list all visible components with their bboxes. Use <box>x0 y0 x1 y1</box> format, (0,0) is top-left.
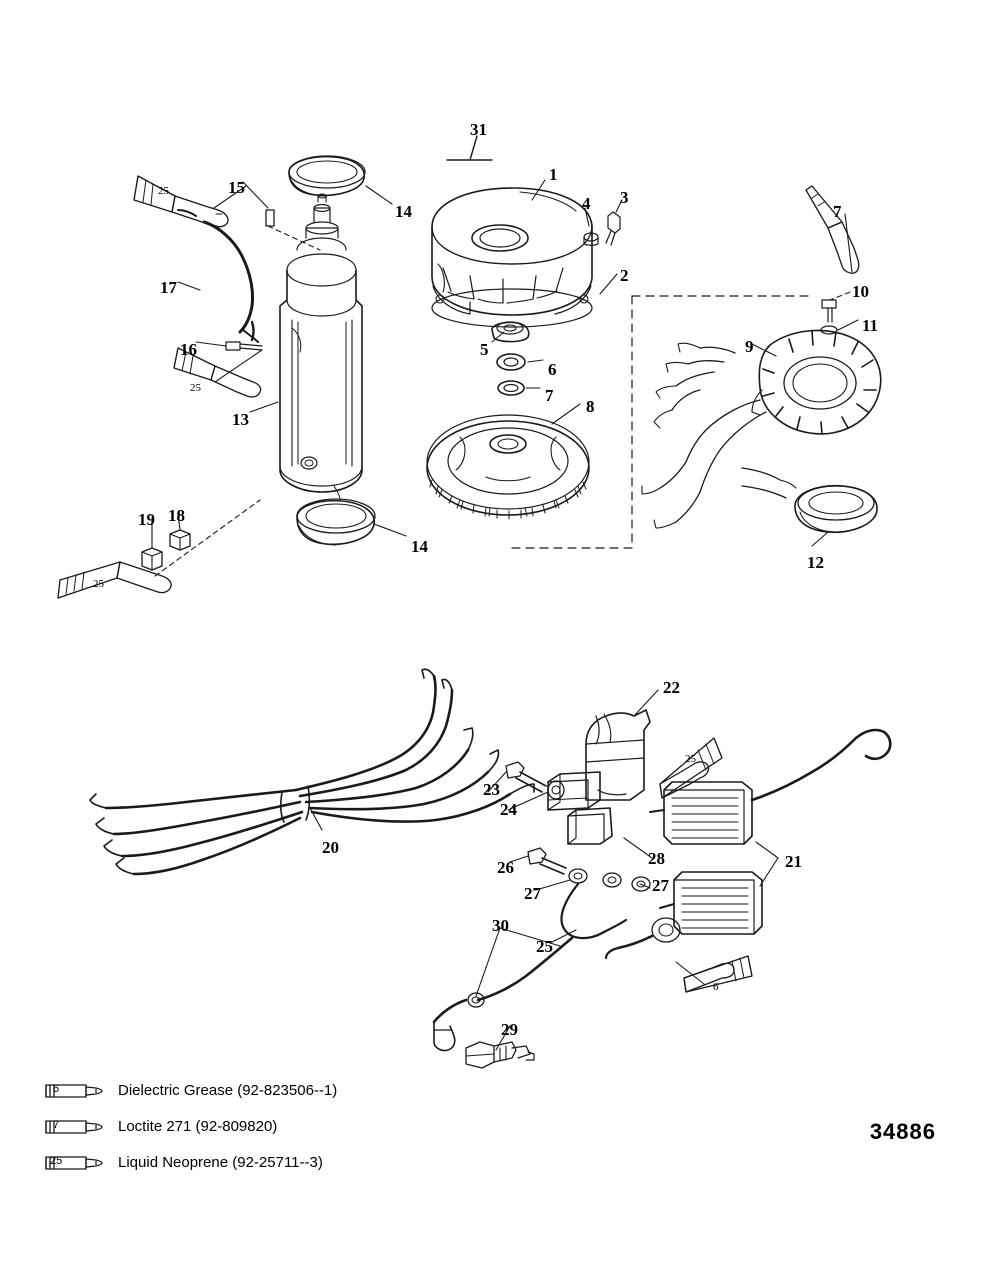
callout-24: 24 <box>500 800 517 819</box>
tube-label-25-coil: 25 <box>685 753 696 765</box>
tube-icon-7 <box>42 1115 104 1137</box>
callout-23: 23 <box>483 780 500 799</box>
legend-item-loctite <box>42 1108 462 1144</box>
callout-5: 5 <box>480 340 489 359</box>
callout-7-tube-top: 7 <box>833 202 842 221</box>
callout-25-bottom: 25 <box>536 937 553 956</box>
callout-14-upper: 14 <box>395 202 412 221</box>
callout-1: 1 <box>549 165 558 184</box>
callout-11: 11 <box>862 316 879 335</box>
callout-3: 3 <box>620 188 629 207</box>
callout-21: 21 <box>785 852 802 871</box>
callout-14-lower: 14 <box>411 537 428 556</box>
tube-icon-6 <box>42 1079 104 1101</box>
callout-31: 31 <box>470 120 487 139</box>
callout-16: 16 <box>180 340 197 359</box>
callout-20: 20 <box>322 838 339 857</box>
callout-26: 26 <box>497 858 514 877</box>
tube-label-6-lower: 6 <box>713 981 719 993</box>
callout-29: 29 <box>501 1020 518 1039</box>
tube-label-25-mid-left: 25 <box>190 382 201 394</box>
legend-text-dielectric-grease: Dielectric Grease (92-823506--1) <box>118 1081 338 1099</box>
drawing-number: 34886 <box>869 1119 936 1144</box>
callout-13: 13 <box>232 410 249 429</box>
tube-icon-25-number: 25 <box>50 1155 63 1167</box>
callout-8: 8 <box>586 397 595 416</box>
callout-22: 22 <box>663 678 680 697</box>
callout-18: 18 <box>168 506 185 525</box>
callout-17: 17 <box>160 278 177 297</box>
callout-4: 4 <box>582 194 591 213</box>
tube-icon-7-number: 7 <box>53 1119 60 1131</box>
legend-item-liquid-neoprene <box>42 1144 462 1180</box>
tube-icon-6-number: 6 <box>53 1083 60 1095</box>
callout-15: 15 <box>228 178 245 197</box>
callout-27-left: 27 <box>524 884 541 903</box>
legend <box>42 1072 462 1180</box>
callout-7: 7 <box>545 386 554 405</box>
tube-label-25-upper-left: 25 <box>158 185 169 197</box>
callout-6: 6 <box>548 360 557 379</box>
callout-27-right: 27 <box>652 876 669 895</box>
callout-9: 9 <box>745 337 754 356</box>
callout-28: 28 <box>648 849 665 868</box>
legend-item-dielectric-grease <box>42 1072 462 1108</box>
tube-label-25-lower-left: 25 <box>93 578 104 590</box>
callout-2: 2 <box>620 266 629 285</box>
tube-icon-25 <box>42 1151 104 1173</box>
callout-10: 10 <box>852 282 869 301</box>
legend-text-liquid-neoprene: Liquid Neoprene (92-25711--3) <box>118 1153 323 1171</box>
callout-19: 19 <box>138 510 155 529</box>
callout-12: 12 <box>807 553 824 572</box>
callout-30: 30 <box>492 916 509 935</box>
legend-text-loctite: Loctite 271 (92-809820) <box>118 1117 278 1135</box>
